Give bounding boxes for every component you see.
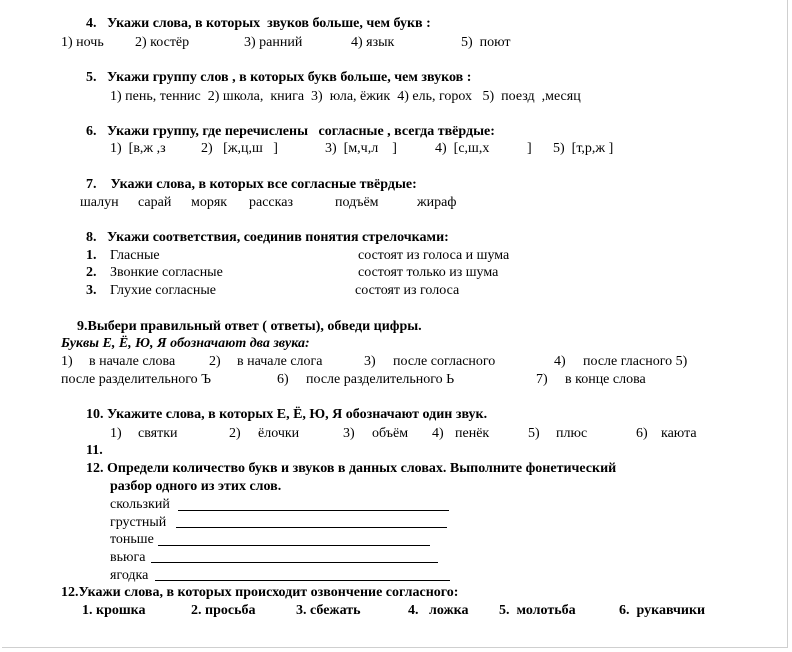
q6-option-4: 4) [с,ш,х [435, 141, 490, 156]
q8-title: 8. Укажи соответствия, соединив понятия стрелочками: [86, 230, 449, 245]
q9-opt-1: в начале слова [89, 354, 176, 369]
q9-opt-num-7: 7) [536, 372, 548, 387]
q12-answer-line-5[interactable] [155, 580, 450, 581]
q12-word-5: ягодка [110, 568, 149, 583]
q7-word-3: моряк [191, 195, 228, 210]
q9-opt-num-6: 6) [277, 372, 289, 387]
q12b-option-5: 5. молотьба [499, 603, 576, 618]
q12b-option-4: 4. ложка [408, 603, 469, 618]
q4-option-4: 4) язык [351, 35, 395, 50]
q9-opt-num-3: 3) [364, 354, 376, 369]
q4-title: 4. Укажи слова, в которых звуков больше, чем букв : [86, 16, 431, 31]
q12-answer-line-2[interactable] [176, 527, 447, 528]
q12b-title: 12.Укажи слова, в которых происходит озвончение согласного: [61, 585, 459, 600]
q8-left-num-3: 3. [86, 283, 97, 298]
q4-option-5: 5) поют [461, 35, 511, 50]
q9-opt-3: после согласного [393, 354, 496, 369]
q12b-option-6: 6. рукавчики [619, 603, 706, 618]
q12-word-1: скользкий [110, 497, 170, 512]
q6-option-2: 2) [ж,ц,ш ] [201, 141, 278, 156]
q9-opt-num-1: 1) [61, 354, 73, 369]
q10-opt-5: плюс [556, 426, 588, 441]
q8-left-num-1: 1. [86, 248, 97, 263]
q12b-option-1: 1. крошка [82, 603, 146, 618]
q5-title: 5. Укажи группу слов , в которых букв больше, чем звуков : [86, 70, 472, 85]
q7-word-2: сарай [138, 195, 172, 210]
q7-word-5: подъём [335, 195, 379, 210]
q8-right-1: состоят из голоса и шума [358, 248, 510, 263]
q12b-option-3: 3. сбежать [296, 603, 361, 618]
q9-subtitle: Буквы Е, Ё, Ю, Я обозначают два звука: [61, 336, 310, 351]
q8-right-2: состоят только из шума [358, 265, 499, 280]
q6-option-1: 1) [в,ж ,з [110, 141, 166, 156]
q8-left-1: Гласные [110, 248, 160, 263]
q9-opt-4: после гласного 5) [583, 354, 688, 369]
q11-number: 11. [86, 443, 103, 458]
q8-left-num-2: 2. [86, 265, 97, 280]
q4-option-1: 1) ночь [61, 35, 104, 50]
q10-opt-1: святки [138, 426, 178, 441]
q6-option-4-bracket: ] [527, 141, 532, 156]
q9-opt-7: в конце слова [565, 372, 646, 387]
q10-opt-6: каюта [661, 426, 697, 441]
q9-title: 9.Выбери правильный ответ ( ответы), обведи цифры. [77, 319, 422, 334]
q10-opt-num-2: 2) [229, 426, 241, 441]
q10-opt-4: пенёк [455, 426, 490, 441]
q6-title: 6. Укажи группу, где перечислены согласные , всегда твёрдые: [86, 124, 495, 139]
q10-opt-num-4: 4) [432, 426, 444, 441]
q12-answer-line-1[interactable] [178, 510, 449, 511]
q9-opt-5: после разделительного Ъ [61, 372, 212, 387]
q6-option-5: 5) [т,р,ж ] [553, 141, 614, 156]
q10-opt-2: ёлочки [258, 426, 300, 441]
q6-option-3: 3) [м,ч,л ] [325, 141, 397, 156]
q9-opt-num-4: 4) [554, 354, 566, 369]
q12-word-3: тоньше [110, 532, 154, 547]
q9-opt-2: в начале слога [237, 354, 323, 369]
q7-word-6: жираф [417, 195, 457, 210]
q4-option-3: 3) ранний [244, 35, 303, 50]
q12-title-line1: 12. Определи количество букв и звуков в данных словах. Выполните фонетический [86, 461, 617, 476]
q10-opt-num-6: 6) [636, 426, 648, 441]
q12-word-2: грустный [110, 515, 167, 530]
q8-left-3: Глухие согласные [110, 283, 217, 298]
q12b-option-2: 2. просьба [191, 603, 256, 618]
q12-answer-line-4[interactable] [151, 562, 438, 563]
q7-title: 7. Укажи слова, в которых все согласные твёрдые: [86, 177, 417, 192]
q8-left-2: Звонкие согласные [110, 265, 223, 280]
q10-title: 10. Укажите слова, в которых Е, Ё, Ю, Я обозначают один звук. [86, 407, 488, 422]
q12-title-line2: разбор одного из этих слов. [110, 479, 282, 494]
q9-opt-num-2: 2) [209, 354, 221, 369]
q5-options: 1) пень, теннис 2) школа, книга 3) юла, ёжик 4) ель, горох 5) поезд ,месяц [110, 89, 581, 104]
q8-right-3: состоят из голоса [355, 283, 460, 298]
q10-opt-num-5: 5) [528, 426, 540, 441]
q7-word-1: шалун [80, 195, 119, 210]
q7-word-4: рассказ [249, 195, 293, 210]
q4-option-2: 2) костёр [135, 35, 190, 50]
q10-opt-num-3: 3) [343, 426, 355, 441]
q12-word-4: вьюга [110, 550, 146, 565]
q10-opt-num-1: 1) [110, 426, 122, 441]
q12-answer-line-3[interactable] [158, 545, 430, 546]
q10-opt-3: объём [372, 426, 409, 441]
q9-opt-6: после разделительного Ь [306, 372, 455, 387]
